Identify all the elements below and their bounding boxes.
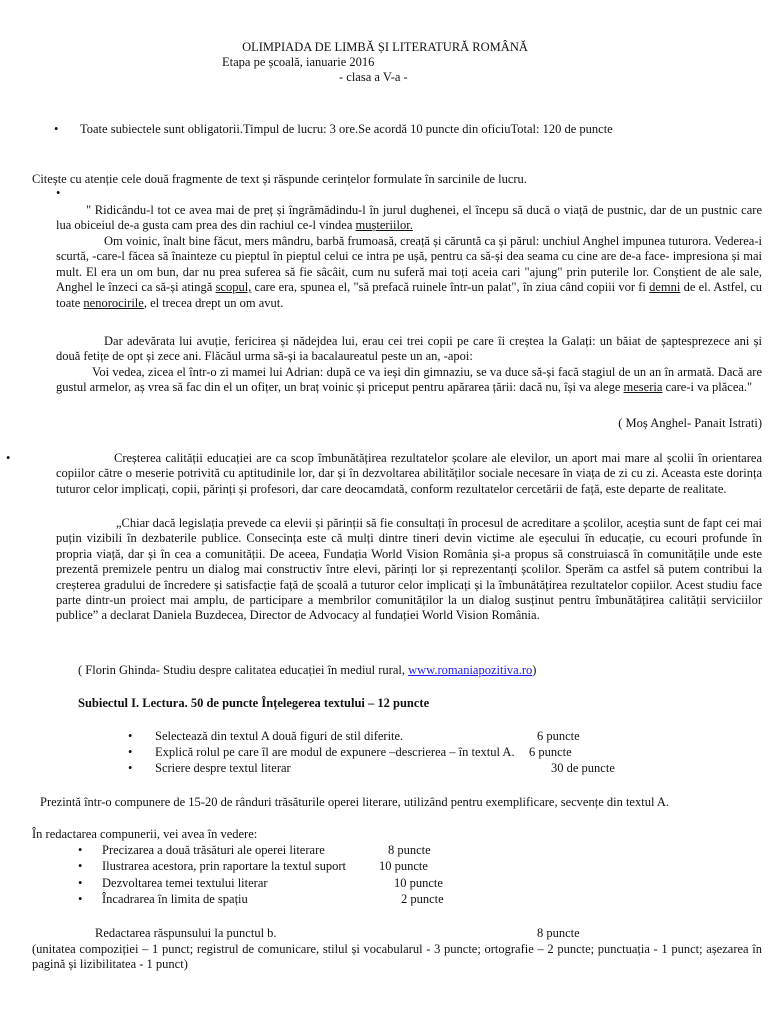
item-bullet: • xyxy=(128,745,133,759)
criterion-3-points: 10 puncte xyxy=(394,876,443,890)
instructions-text: Citește cu atenție cele două fragmente de text și răspunde cerințelor formulate în sarcinile de lucru. xyxy=(32,172,527,186)
criterion-4-text: Încadrarea în limita de spațiu xyxy=(102,892,248,906)
criteria-bullet: • xyxy=(78,876,83,890)
text-a-paragraph-4: Voi vedea, zicea el într-o zi mamei lui Adrian: după ce va ieși din gimnaziu, se va duce să-și facă stagiul de un an în armată. Dacă are gustul armelor, aș vrea să fac din el un ofițer, un braț voinic și priceput pentru apărarea țării: dacă nu, își va alege meseria care-i va plăcea." xyxy=(56,365,762,395)
text-b-bullet: • xyxy=(6,451,11,465)
criterion-3-text: Dezvoltarea temei textului literar xyxy=(102,876,268,890)
item-bullet: • xyxy=(128,729,133,743)
item-1-text: Selectează din textul A două figuri de stil diferite. xyxy=(155,729,404,743)
essay-prompt: Prezintă într-o compunere de 15-20 de rânduri trăsăturile operei literare, utilizând pentru exemplificare, secvențe din textul A. xyxy=(40,795,670,809)
redaction-points: 8 puncte xyxy=(537,926,580,940)
text-b-paragraph-1: Creșterea calității educației are ca scop îmbunătățirea rezultatelor școlare ale elevilor, un aport mai mare al școlii în orientarea copiilor către o meserie potrivită cu aptitudinile lor, dar și în dezvoltarea abilităților sociale necesare în viața de zi cu zi. Aceasta este dorința tuturor celor implicați, copii, părinți și profesori, dar care deocamdată, conform rezultatelor cercetării de față, este departe de realitate. xyxy=(56,451,762,496)
essay-intro: În redactarea compunerii, vei avea în vedere: xyxy=(32,827,258,841)
criterion-4-points: 2 puncte xyxy=(401,892,444,906)
criterion-1-text: Precizarea a două trăsături ale operei literare xyxy=(102,843,325,857)
criterion-2-points: 10 puncte xyxy=(379,859,428,873)
text-b-paragraph-2: „Chiar dacă legislația prevede ca elevii și părinții să fie consultați în procesul de acreditare a școlilor, aceștia sunt de fapt cei mai puțin vizibili în dezbaterile publice. Consecința este că mulți dintre tineri devin victime ale eșecului în educație, cu ecouri profunde în propria viață, dar și în cea a comunității. De aceea, Fundația World Vision România și-a propus să construiască în comunitățile unde este prezentă premizele pentru un dialog mai constructiv între elevi, părinți lor și reprezentanți școlilor. Sperăm ca astfel să putem contribui la creșterea gradului de încredere și satisfacție față de școală a tuturor celor implicați și la îmbunătățirea rezultatelor copiilor. Acest studiu face parte dintr-un proiect mai amplu, de participare a membrilor comunităților la un dialog susținut pentru îmbunătățirea calității serviciilor publice” a declarat Daniela Buzdecea, Director de Advocacy al fundației World Vision România. xyxy=(56,516,762,623)
criteria-bullet: • xyxy=(78,859,83,873)
criteria-bullet: • xyxy=(78,843,83,857)
item-3-text: Scriere despre textul literar xyxy=(155,761,291,775)
item-1-points: 6 puncte xyxy=(537,729,580,743)
text-b-source: ( Florin Ghinda- Studiu despre calitatea educației în mediul rural, www.romaniapozitiva.ro) xyxy=(78,663,537,677)
redaction-text: Redactarea răspunsului la punctul b. xyxy=(95,926,277,940)
text-a-source: ( Moș Anghel- Panait Istrati) xyxy=(618,416,762,430)
redaction-detail: (unitatea compoziției – 1 punct; registrul de comunicare, stilul și vocabularul - 3 puncte; ortografie – 2 puncte; punctuația - 1 punct; așezarea în pagină și lizibilitatea - 1 punct) xyxy=(32,942,762,972)
rules-bullet: • xyxy=(54,122,59,136)
item-bullet: • xyxy=(128,761,133,775)
text-a-paragraph-1: " Ridicându-l tot ce avea mai de preț și îngrămădindu-l în jurul dughenei, el începu să ducă o viață de pustnic, dar de un pustnic care lua obiceiul de-a gusta cam prea des din rachiul ce-l vindea mușteriilor. xyxy=(56,203,762,233)
text-a-paragraph-2: Om voinic, înalt bine făcut, mers mândru, barbă frumoasă, creață și căruntă ca și părul: unchiul Anghel impunea tuturora. Vederea-i scurtă, -care-l făcea să înainteze cu pieptul în pieptul celui ce intra pe ușă, pentru ca să-și dea seama cu cine are de-a face- impresiona și mai mult. El era un om bun, dar nu prea suferea să fie sâcâit, cum nu suferă mai toți aceia cari "ajung" prin puterile lor. Conștient de ale sale, Anghel le înzeci ca să-și atingă scopul, care era, spunea el, "să prefacă ruinele într-un palat", în ziua când copiii vor fi demni de el. Astfel, cu toate nenorocirile, el trecea drept un om avut. xyxy=(56,234,762,310)
text-a-bullet: • xyxy=(56,186,61,200)
item-3-points: 30 de puncte xyxy=(551,761,615,775)
rules-text: Toate subiectele sunt obligatorii.Timpul de lucru: 3 ore.Se acordă 10 puncte din oficiuTotal: 120 de puncte xyxy=(80,122,613,136)
criteria-bullet: • xyxy=(78,892,83,906)
text-a-paragraph-3: Dar adevărata lui avuție, fericirea și nădejdea lui, erau cei trei copii pe care îi creștea la Galați: un băiat de șaptesprezece ani și două fetițe de opt și zece ani. Flăcăul urma să-și ia bacalaureatul peste un an, -apoi: xyxy=(56,334,762,364)
stage-line: Etapa pe școală, ianuarie 2016 xyxy=(222,55,375,69)
criterion-1-points: 8 puncte xyxy=(388,843,431,857)
item-2-points: 6 puncte xyxy=(529,745,572,759)
document-title: OLIMPIADA DE LIMBĂ ȘI LITERATURĂ ROMÂNĂ xyxy=(242,40,528,54)
grade-line: - clasa a V-a - xyxy=(339,70,408,84)
item-2-text: Explică rolul pe care îl are modul de expunere –descrierea – în textul A. xyxy=(155,745,515,759)
criterion-2-text: Ilustrarea acestora, prin raportare la textul suport xyxy=(102,859,346,873)
source-link[interactable]: www.romaniapozitiva.ro xyxy=(408,663,533,677)
subject-1-title: Subiectul I. Lectura. 50 de puncte Înțelegerea textului – 12 puncte xyxy=(78,696,430,710)
